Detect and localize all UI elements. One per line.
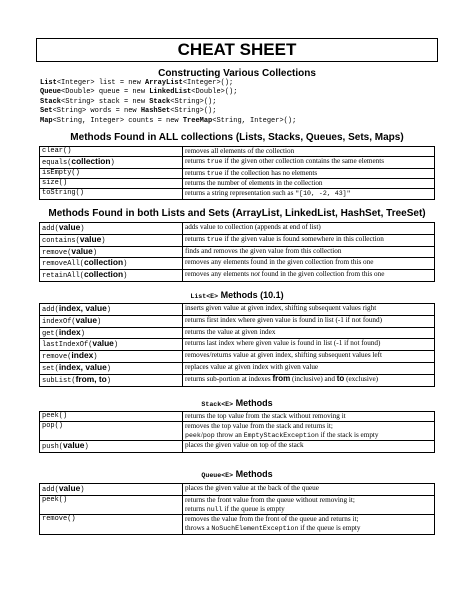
description-cell (183, 495, 435, 515)
method-close: ) (92, 248, 98, 257)
desc-text: removes any elements (185, 270, 251, 279)
table-row (40, 147, 435, 157)
method-cell (40, 179, 183, 189)
description-cell (183, 168, 435, 179)
code-text: <String> stack = new (61, 97, 150, 106)
description-line (185, 363, 432, 372)
description-cell (183, 351, 435, 363)
constructing-code (40, 79, 440, 126)
description-cell (183, 315, 435, 327)
method-cell (40, 189, 183, 200)
queue-methods-table (39, 483, 435, 535)
method-arg: value (71, 246, 93, 256)
code-text: <String> words = new (52, 107, 141, 116)
method-cell (40, 327, 183, 339)
method-cell (40, 362, 183, 374)
code-text: <Double>(); (191, 88, 238, 97)
description-line (185, 223, 432, 232)
description-line (185, 147, 432, 156)
method-cell (40, 156, 183, 168)
code-text: <String, Integer>(); (212, 116, 297, 125)
method-name: subList( (42, 376, 76, 385)
description-cell (183, 327, 435, 339)
description-cell (183, 234, 435, 246)
description-line (185, 316, 432, 325)
method-arg: collection (84, 269, 124, 280)
description-line (185, 431, 432, 441)
method-close: ) (84, 443, 89, 452)
description-cell (183, 156, 435, 168)
method-arg: value (58, 222, 81, 232)
method-name: remove( (42, 353, 72, 362)
desc-text: replaces value at given index with given value (185, 362, 319, 371)
method-arg: index (71, 350, 94, 361)
desc-text: inserts given value at given index, shifting subsequent values right (185, 304, 377, 312)
description-line (185, 496, 432, 505)
list-heading-code: List<E> (190, 293, 219, 300)
desc-text: if the queue is empty (222, 504, 285, 513)
method-name: isEmpty() (42, 168, 80, 177)
desc-text: returns (185, 504, 207, 513)
description-line (185, 441, 432, 450)
desc-text: removes any elements found in the given collection from this one (185, 258, 374, 267)
all-collections-heading: Methods Found in ALL collections (Lists, Stacks, Queues, Sets, Maps) (70, 132, 404, 143)
desc-text: returns (185, 168, 207, 177)
list-methods-heading (0, 290, 474, 302)
description-cell (183, 421, 435, 441)
table-row (40, 362, 435, 374)
method-close: ) (80, 329, 85, 338)
table-row (40, 223, 435, 235)
table-row (40, 258, 435, 270)
method-name: pop() (42, 421, 64, 430)
desc-text: removes the top value from the stack and returns it; (185, 421, 333, 430)
description-line (185, 157, 432, 167)
table-row (40, 168, 435, 179)
description-cell (183, 147, 435, 157)
code-term: EmptyStackException (243, 431, 319, 439)
code-line (40, 117, 440, 126)
description-cell (183, 246, 435, 258)
code-type: List (40, 79, 57, 87)
method-name: peek() (42, 495, 68, 504)
description-line (185, 235, 432, 245)
code-text: <Integer>(); (182, 79, 234, 87)
method-cell (40, 168, 183, 179)
queue-heading-code: Queue<E> (201, 472, 234, 479)
method-cell (40, 258, 183, 270)
method-name: removeAll( (42, 260, 85, 269)
method-name: size() (42, 179, 68, 188)
all-collections-table (39, 146, 435, 200)
method-close: ) (110, 158, 115, 167)
table-row (40, 234, 435, 246)
description-line (185, 339, 432, 348)
code-text: <String>(); (170, 107, 217, 116)
code-class: HashSet (140, 107, 171, 116)
method-cell (40, 223, 183, 235)
method-close: ) (80, 225, 85, 233)
method-cell (40, 351, 183, 363)
desc-text: if the given value is found somewhere in this collection (222, 234, 384, 243)
description-cell (183, 515, 435, 535)
description-line (185, 515, 432, 524)
desc-text: adds value to collection (appends at end of list) (185, 223, 321, 231)
method-name: remove( (42, 248, 72, 257)
table-row (40, 304, 435, 316)
method-name: toString() (42, 189, 85, 198)
table-row (40, 246, 435, 258)
desc-text: returns the value at given index (185, 327, 276, 336)
description-cell (183, 441, 435, 453)
desc-text: returns (185, 156, 207, 165)
method-name: retainAll( (42, 272, 85, 281)
desc-text: (inclusive) and (290, 374, 337, 383)
desc-text: / (200, 430, 203, 439)
stack-heading-code: Stack<E> (201, 401, 234, 408)
description-cell (183, 189, 435, 200)
method-close: ) (106, 306, 111, 314)
desc-text: places the given value on top of the stack (185, 441, 304, 450)
desc-text: found in the given collection from this one (259, 270, 385, 279)
method-name: add( (42, 486, 59, 494)
desc-text: removes the value from the front of the queue and returns it; (185, 515, 359, 524)
method-close: ) (123, 260, 128, 269)
description-line (185, 247, 432, 256)
desc-text: finds and removes the given value from this collection (185, 246, 342, 255)
table-row (40, 351, 435, 363)
desc-text: if the given other collection contains the same elements (222, 156, 385, 165)
table-row (40, 156, 435, 168)
method-cell (40, 495, 183, 515)
method-name: lastIndexOf( (42, 341, 93, 350)
code-line (40, 79, 440, 88)
code-line (40, 88, 440, 97)
method-close: ) (97, 317, 102, 326)
code-type: Set (40, 107, 53, 116)
method-cell (40, 421, 183, 441)
code-text: <String>(); (170, 97, 217, 106)
method-name: add( (42, 225, 59, 233)
description-cell (183, 362, 435, 374)
table-row (40, 189, 435, 200)
emphasis-text: not (250, 270, 260, 279)
method-cell (40, 515, 183, 535)
description-cell (183, 339, 435, 351)
description-line (185, 270, 432, 279)
queue-methods-heading (0, 469, 474, 481)
list-heading-text: Methods (10.1) (218, 290, 284, 300)
method-arg: collection (71, 156, 111, 166)
method-close: ) (106, 364, 111, 373)
code-term: true (206, 169, 223, 177)
method-cell (40, 412, 183, 422)
code-term: true (206, 235, 223, 243)
code-term: true (206, 157, 223, 165)
code-term: pop (202, 431, 215, 439)
description-line (185, 258, 432, 267)
stack-heading-text: Methods (233, 398, 273, 408)
desc-text: places the given value at the back of the queue (185, 484, 319, 492)
table-row (40, 495, 435, 515)
table-row (40, 270, 435, 282)
method-cell (40, 304, 183, 316)
code-line (40, 107, 440, 116)
method-arg: from, to (75, 374, 107, 384)
description-cell (183, 374, 435, 386)
method-cell (40, 484, 183, 496)
method-cell (40, 315, 183, 327)
desc-text: if the queue is empty (298, 524, 361, 533)
stack-methods-heading (0, 398, 474, 410)
description-line (185, 169, 432, 179)
desc-text: (exclusive) (344, 374, 379, 383)
method-close: ) (93, 353, 98, 362)
description-line (185, 524, 432, 534)
code-text: <Integer> list = new (56, 79, 146, 87)
method-name: get( (42, 329, 59, 338)
description-cell (183, 179, 435, 189)
method-name: peek() (42, 412, 68, 420)
code-class: Stack (149, 97, 171, 106)
description-line (185, 351, 432, 360)
method-cell (40, 270, 183, 282)
code-text: <Double> queue = new (61, 88, 150, 97)
desc-text: returns the top value from the stack without removing it (185, 412, 346, 420)
method-cell (40, 147, 183, 157)
code-type: Map (40, 116, 53, 125)
method-arg: index, value (58, 362, 107, 372)
desc-text: removes all elements of the collection (185, 147, 295, 155)
desc-text: returns a string representation such as (185, 189, 296, 198)
lists-sets-table (39, 222, 435, 282)
method-cell (40, 234, 183, 246)
description-line (185, 189, 432, 199)
method-name: set( (42, 364, 59, 373)
table-row (40, 327, 435, 339)
method-close: ) (113, 341, 119, 350)
code-term: "[10, -2, 43]" (295, 190, 351, 198)
param-term: from (272, 374, 291, 383)
desc-text: returns the number of elements in the collection (185, 179, 323, 188)
method-arg: value (75, 315, 98, 325)
code-type: Stack (40, 97, 62, 106)
constructing-heading: Constructing Various Collections (158, 68, 316, 79)
description-line (185, 328, 432, 337)
lists-sets-heading: Methods Found in both Lists and Sets (ArrayList, LinkedList, HashSet, TreeSet) (48, 208, 426, 219)
table-row (40, 339, 435, 351)
method-close: ) (80, 486, 85, 494)
code-term: NoSuchElementException (211, 525, 299, 533)
table-row (40, 515, 435, 535)
description-cell (183, 270, 435, 282)
method-close: ) (123, 272, 128, 281)
method-close: ) (101, 236, 106, 245)
desc-text: returns first index where given value is found in list (-1 if not found) (185, 315, 383, 324)
code-term: null (206, 505, 223, 513)
description-line (185, 304, 432, 313)
desc-text: throw an (214, 430, 244, 439)
method-cell (40, 441, 183, 453)
list-methods-table (39, 303, 435, 387)
description-cell (183, 412, 435, 422)
desc-text: throws a (185, 524, 212, 533)
method-name: remove() (42, 515, 76, 524)
desc-text: if the collection has no elements (222, 168, 318, 177)
description-line (185, 412, 432, 421)
description-cell (183, 223, 435, 235)
code-type: Queue (40, 88, 62, 97)
desc-text: returns the front value from the queue without removing it; (185, 495, 355, 504)
method-name: contains( (42, 236, 80, 245)
method-name: push( (42, 443, 64, 452)
desc-text: returns last index where given value is found in list (-1 if not found) (185, 339, 381, 348)
table-row (40, 484, 435, 496)
param-term: to (336, 374, 345, 383)
method-name: add( (42, 306, 59, 314)
method-cell (40, 374, 183, 386)
desc-text: returns (185, 234, 207, 243)
method-arg: index, value (58, 303, 107, 313)
table-row (40, 441, 435, 453)
method-cell (40, 339, 183, 351)
method-arg: value (92, 338, 114, 349)
method-arg: value (63, 440, 85, 451)
method-name: indexOf( (42, 317, 76, 326)
description-line (185, 505, 432, 515)
method-arg: value (79, 234, 102, 244)
code-term: peek (185, 431, 201, 439)
code-line (40, 98, 440, 107)
description-line (185, 484, 432, 493)
code-class: ArrayList (145, 79, 183, 87)
page-title: CHEAT SHEET (36, 38, 438, 62)
description-line (185, 375, 432, 384)
queue-heading-text: Methods (233, 469, 273, 479)
stack-methods-table (39, 411, 435, 453)
table-row (40, 179, 435, 189)
code-class: TreeMap (182, 116, 213, 125)
desc-text: returns sub-portion at indexes (185, 374, 273, 383)
desc-text: removes/returns value at given index, shifting subsequent values left (185, 351, 383, 360)
table-row (40, 421, 435, 441)
description-cell (183, 484, 435, 496)
table-row (40, 374, 435, 386)
method-arg: index (58, 327, 81, 337)
method-close: ) (106, 376, 111, 385)
table-row (40, 412, 435, 422)
description-line (185, 179, 432, 188)
description-cell (183, 258, 435, 270)
description-line (185, 422, 432, 431)
table-row (40, 315, 435, 327)
method-cell (40, 246, 183, 258)
desc-text: if the stack is empty (318, 430, 379, 439)
method-arg: collection (84, 257, 124, 268)
method-name: clear() (42, 147, 72, 155)
description-cell (183, 304, 435, 316)
code-text: <String, Integer> counts = new (52, 116, 183, 125)
method-arg: value (58, 483, 81, 493)
code-class: LinkedList (149, 88, 192, 97)
method-name: equals( (42, 158, 72, 167)
